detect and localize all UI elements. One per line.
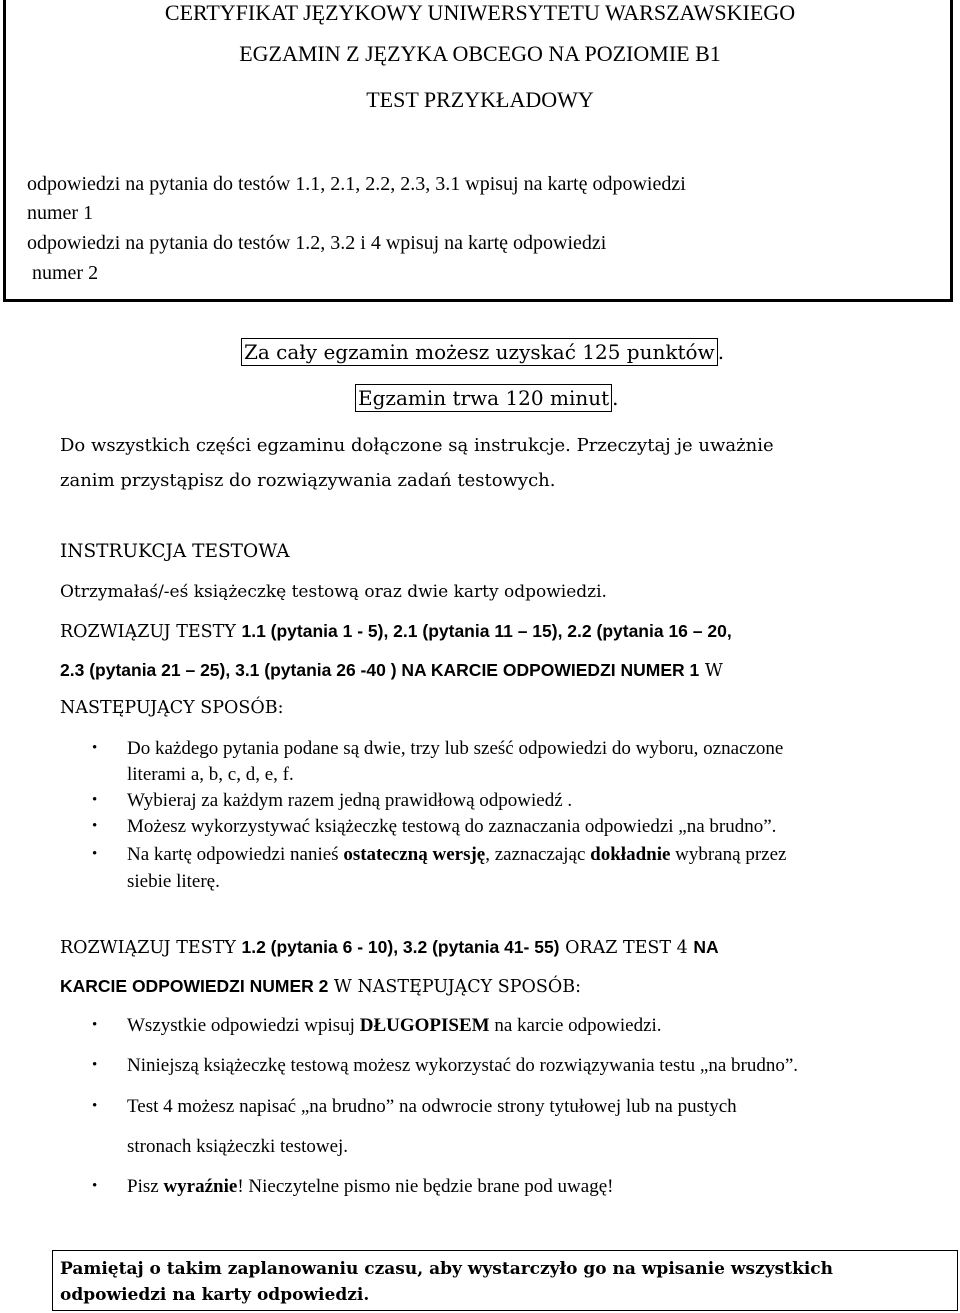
part2-method: W NASTĘPUJĄCY SPOSÓB: (328, 977, 581, 997)
bullet-dot: • (92, 740, 98, 756)
part1-tests-b: 2.3 (pytania 21 – 25), 3.1 (pytania 26 -40 ) NA KARCIE ODPOWIEDZI NUMER 1 (60, 660, 700, 680)
header-subtitle: EGZAMIN Z JĘZYKA OBCEGO NA POZIOMIE B1 (239, 41, 721, 66)
p1-bullet2: Wybieraj za każdym razem jedną prawidłową odpowiedź . (127, 790, 573, 811)
p2-b1-a: Wszystkie odpowiedzi wpisuj (127, 1015, 360, 1036)
p1-bullet3: Możesz wykorzystywać książeczkę testową do zaznaczania odpowiedzi „na brudno”. (127, 816, 777, 837)
p1-bullet4-line2: siebie literę. (127, 871, 220, 892)
p1-bullet1-line1: Do każdego pytania podane są dwie, trzy lub sześć odpowiedzi do wyboru, oznaczone (127, 738, 784, 759)
answer-sheet-1-number: numer 1 (27, 202, 94, 224)
part1-w: W (699, 661, 723, 681)
footer-line1: Pamiętaj o takim zaplanowaniu czasu, aby wystarczyło go na wpisanie wszystkich (60, 1259, 834, 1279)
p2-bullet2: Niniejszą książeczkę testową możesz wykorzystać do rozwiązywania testu „na brudno”. (127, 1055, 799, 1076)
p2-bullet3-line2: stronach książeczki testowej. (127, 1136, 349, 1157)
p2-b4-b: ! Nieczytelne pismo nie będzie brane pod uwagę! (237, 1176, 614, 1197)
p2-b1-bold: DŁUGOPISEM (359, 1015, 490, 1036)
part1-line3: NASTĘPUJĄCY SPOSÓB: (60, 698, 284, 718)
p2-bullet3-line1: Test 4 możesz napisać „na brudno” na odwrocie strony tytułowej lub na pustych (127, 1096, 737, 1117)
p1-b4-bold2: dokładnie (590, 844, 671, 865)
points-period: . (717, 340, 725, 364)
answer-sheet-2-instruction: odpowiedzi na pytania do testów 1.2, 3.2 i 4 wpisuj na kartę odpowiedzi (27, 232, 607, 254)
p1-b4-b: , zaznaczając (485, 844, 591, 865)
duration-frame: Egzamin trwa 120 minut (355, 384, 612, 412)
instructions-note-line2: zanim przystąpisz do rozwiązywania zadań testowych. (60, 470, 556, 491)
p2-b4-a: Pisz (127, 1176, 164, 1197)
received-materials: Otrzymałaś/-eś książeczkę testową oraz dwie karty odpowiedzi. (60, 582, 607, 602)
answer-sheet-1-instruction: odpowiedzi na pytania do testów 1.1, 2.1, 2.2, 2.3, 3.1 wpisuj na kartę odpowiedzi (27, 173, 686, 195)
part2-tests-a: 1.2 (pytania 6 - 10), 3.2 (pytania 41- 55) (241, 937, 560, 957)
p2-b1-b: na karcie odpowiedzi. (489, 1015, 662, 1036)
bullet-dot: • (92, 818, 98, 834)
part1-lead: ROZWIĄZUJ TESTY (60, 622, 242, 642)
part2-card: KARCIE ODPOWIEDZI NUMER 2 (60, 976, 329, 996)
bullet-dot: • (92, 792, 98, 808)
part1-tests-a: 1.1 (pytania 1 - 5), 2.1 (pytania 11 – 15), 2.2 (pytania 16 – 20, (241, 621, 732, 641)
points-info (241, 338, 724, 366)
p2-bullet1 (127, 1015, 662, 1037)
p1-bullet4-line1 (127, 844, 786, 866)
bullet-dot: • (92, 1017, 98, 1033)
p2-b4-bold: wyraźnie (163, 1176, 238, 1197)
bullet-dot: • (92, 1098, 98, 1114)
bullet-dot: • (92, 1057, 98, 1073)
part2-line1 (60, 937, 719, 958)
p1-b4-bold1: ostateczną wersję (343, 844, 486, 865)
part2-lead: ROZWIĄZUJ TESTY (60, 938, 242, 958)
part1-line1 (60, 621, 732, 642)
p1-bullet1-line2: literami a, b, c, d, e, f. (127, 764, 294, 785)
footer-line2: odpowiedzi na karty odpowiedzi. (60, 1285, 370, 1305)
p2-bullet4 (127, 1176, 613, 1198)
instructions-note-line1: Do wszystkich części egzaminu dołączone są instrukcje. Przeczytaj je uważnie (60, 435, 774, 456)
answer-sheet-2-number: numer 2 (32, 262, 99, 284)
header-test-label: TEST PRZYKŁADOWY (366, 87, 594, 112)
part2-oraz: ORAZ TEST 4 (559, 938, 694, 958)
bullet-dot: • (92, 846, 98, 862)
points-frame: Za cały egzamin możesz uzyskać 125 punktów (241, 338, 718, 366)
header-title: CERTYFIKAT JĘZYKOWY UNIWERSYTETU WARSZAWSKIEGO (164, 0, 796, 25)
part1-line2 (60, 660, 723, 681)
part2-line2 (60, 976, 581, 997)
bullet-dot: • (92, 1178, 98, 1194)
duration-period: . (612, 386, 619, 410)
p1-b4-a: Na kartę odpowiedzi nanieś (127, 844, 344, 865)
part2-na: NA (693, 937, 719, 957)
duration-info (355, 384, 619, 412)
section-heading: INSTRUKCJA TESTOWA (60, 541, 290, 562)
p1-b4-c: wybraną przez (670, 844, 787, 865)
